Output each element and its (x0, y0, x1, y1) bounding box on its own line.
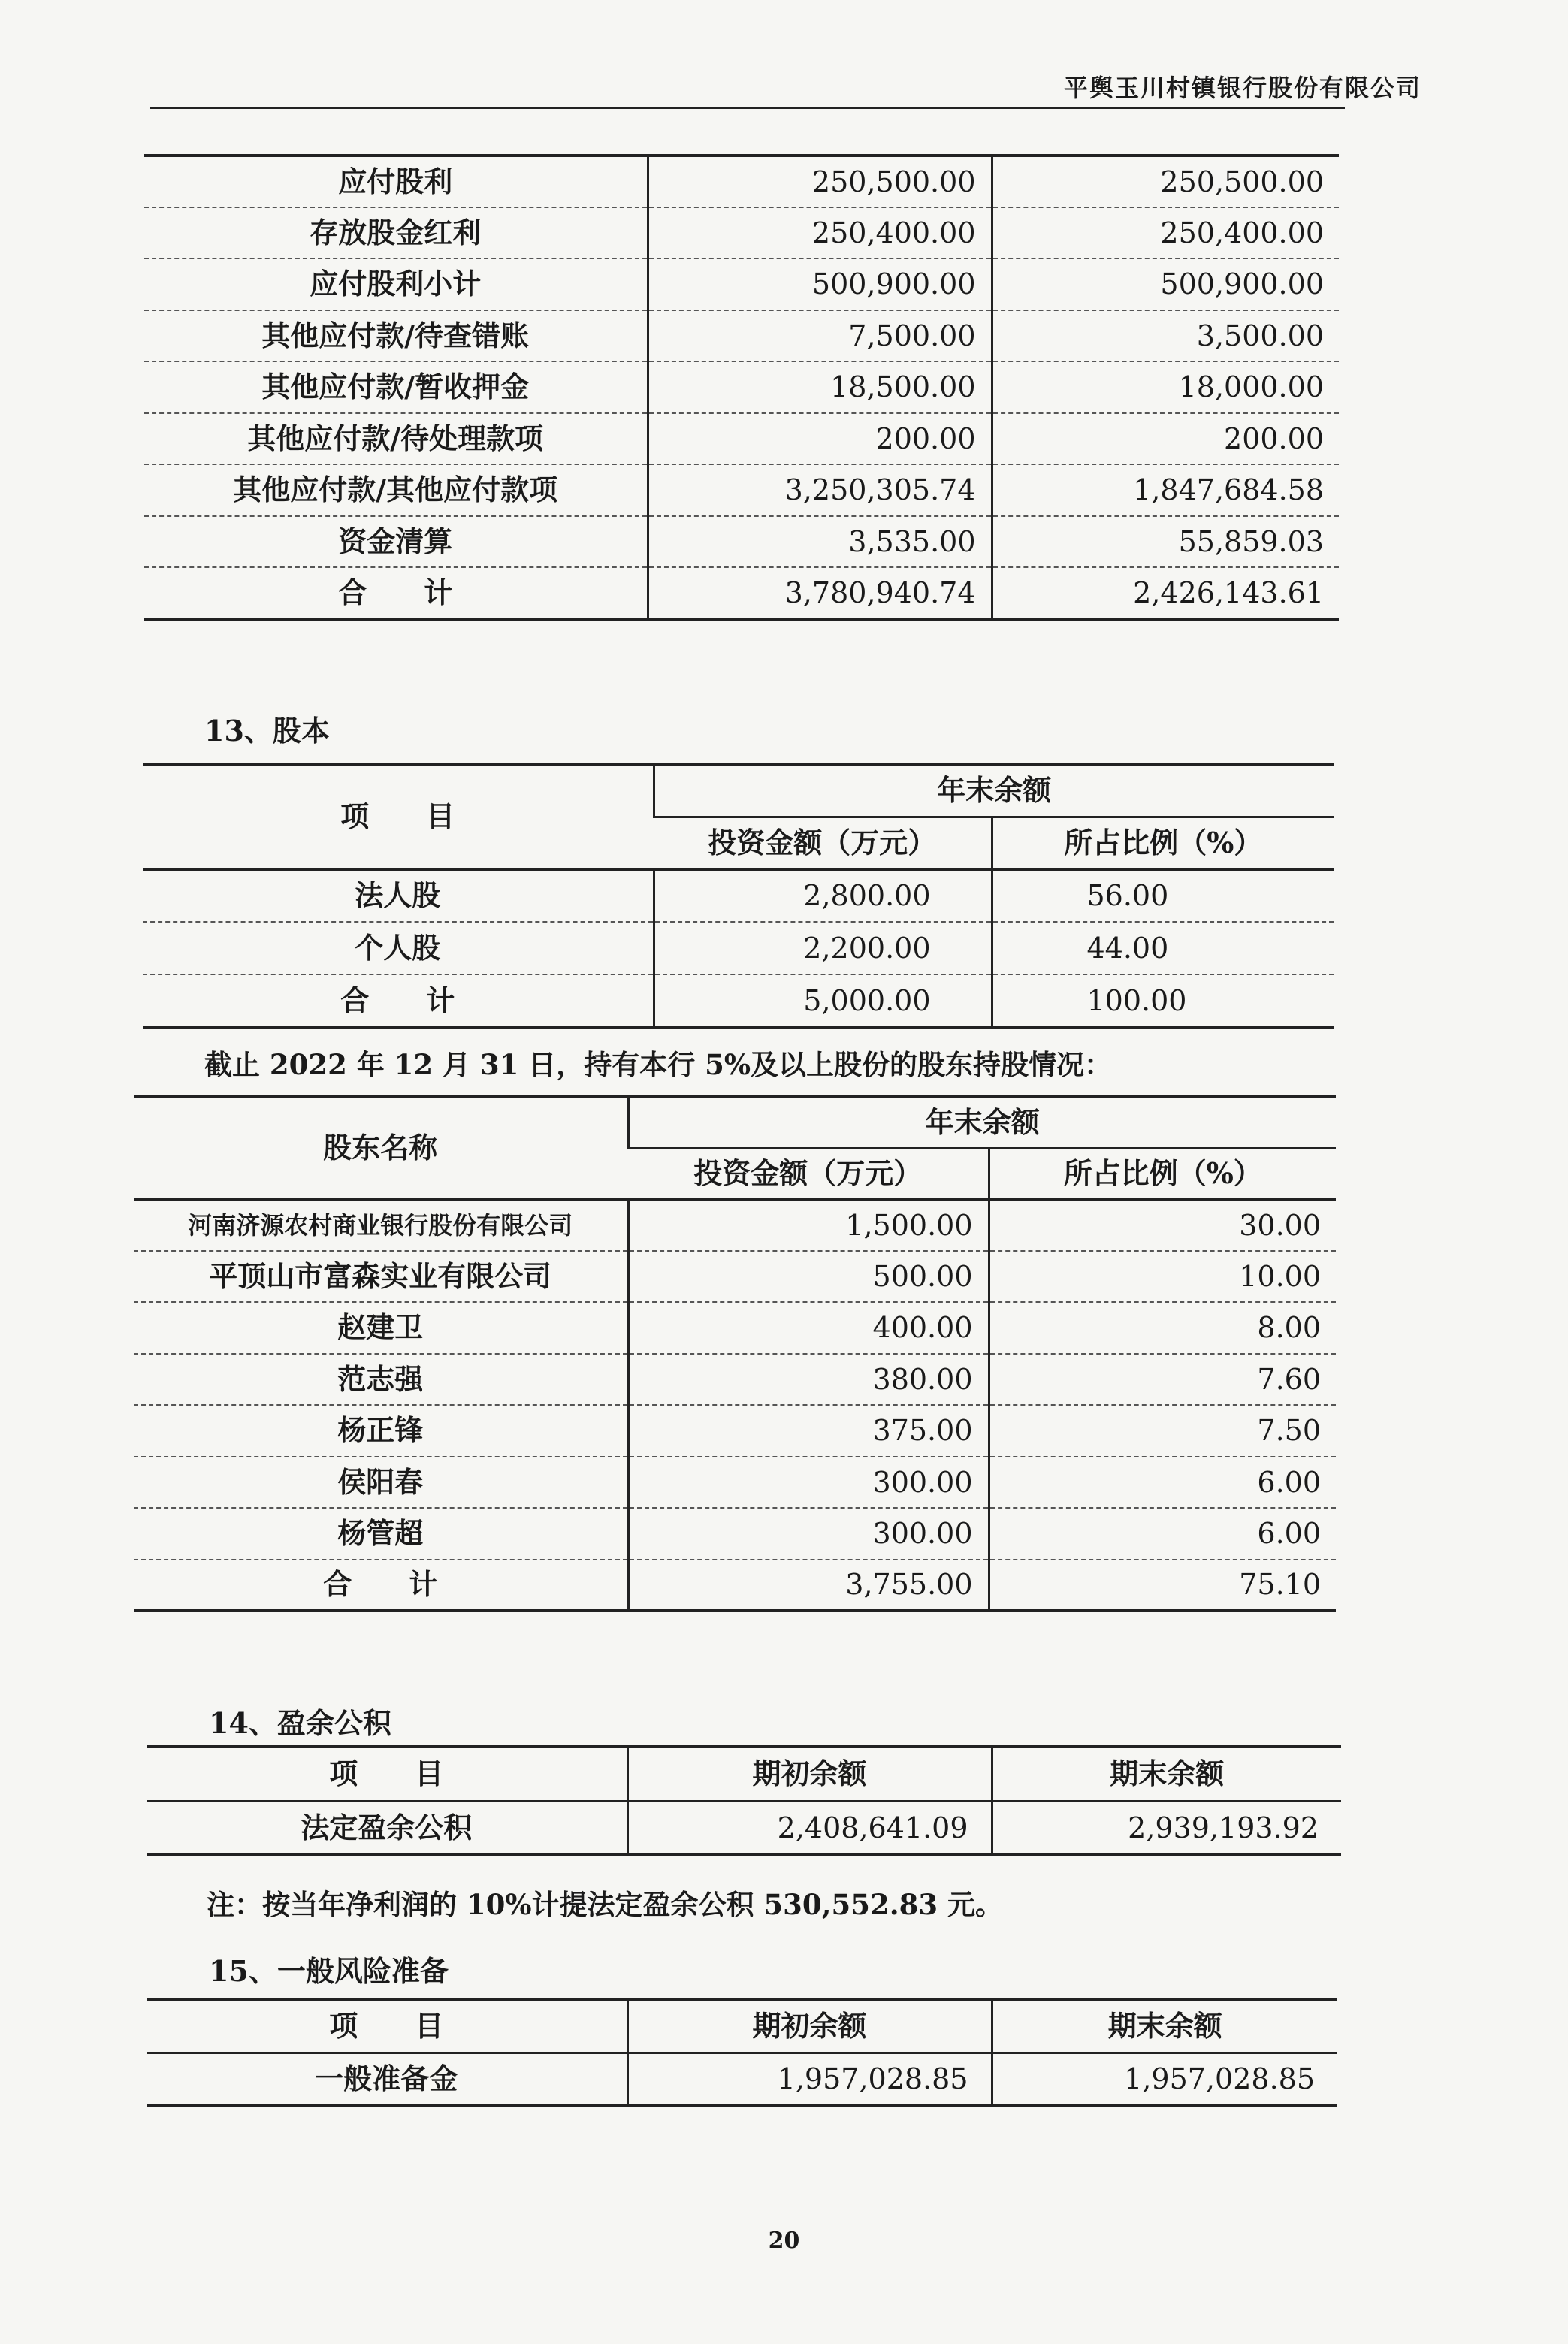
risk-row-opening: 1,957,028.85 (627, 2053, 992, 2105)
surplus-row-closing: 2,939,193.92 (992, 1801, 1341, 1855)
shareholder-ratio: 75.10 (989, 1560, 1336, 1612)
shareholder-amount: 375.00 (628, 1405, 989, 1457)
share-capital-item-header: 项 目 (143, 764, 654, 869)
company-header: 平舆玉川村镇银行股份有限公司 (1063, 74, 1421, 102)
share-row-amount: 5,000.00 (654, 974, 992, 1027)
shareholder-amount: 300.00 (628, 1508, 989, 1560)
shareholder-name: 合 计 (323, 1567, 438, 1602)
payable-row-closing: 250,400.00 (992, 207, 1339, 259)
table-row (144, 516, 1339, 568)
payable-row-opening: 200.00 (648, 413, 992, 465)
header-rule (150, 107, 1345, 109)
surplus-row-label: 法定盈余公积 (301, 1810, 473, 1844)
payable-row-closing: 18,000.00 (992, 361, 1339, 413)
payable-row-closing: 55,859.03 (992, 516, 1339, 568)
shareholder-ratio: 30.00 (989, 1199, 1336, 1251)
risk-closing-header: 期末余额 (992, 2000, 1337, 2053)
surplus-closing-header: 期末余额 (992, 1747, 1341, 1801)
share-row-label: 合 计 (340, 983, 455, 1017)
table-row (144, 464, 1339, 516)
payable-row-opening: 3,780,940.74 (648, 567, 992, 619)
shareholder-name: 赵建卫 (134, 1302, 628, 1354)
share-row-ratio: 44.00 (992, 922, 1334, 974)
table-row (144, 567, 1339, 619)
share-capital-table (143, 763, 1334, 1029)
share-row-amount: 2,200.00 (654, 922, 992, 974)
table-row (134, 1251, 1336, 1303)
payable-row-label: 存放股金红利 (144, 207, 648, 259)
payable-row-opening: 7,500.00 (648, 310, 992, 362)
shareholder-ratio: 10.00 (989, 1251, 1336, 1303)
payable-row-label: 合 计 (338, 575, 453, 609)
table-row (134, 1457, 1336, 1509)
share-row-ratio: 56.00 (992, 869, 1334, 922)
shareholder-note: 截止 2022 年 12 月 31 日，持有本行 5%及以上股份的股东持股情况： (204, 1048, 1113, 1081)
payable-row-label: 其他应付款/其他应付款项 (144, 464, 648, 516)
table-row (143, 922, 1334, 974)
table-row (144, 207, 1339, 259)
shareholder-amount: 380.00 (628, 1354, 989, 1406)
table-row (134, 1508, 1336, 1560)
payable-row-label: 应付股利小计 (144, 258, 648, 310)
shareholder-amount: 500.00 (628, 1251, 989, 1303)
risk-item-header: 项 目 (147, 2000, 627, 2053)
risk-reserve-table (147, 1998, 1337, 2107)
payable-row-label: 其他应付款/待查错账 (144, 310, 648, 362)
section15-title: 15、一般风险准备 (209, 1954, 449, 1988)
payable-row-closing: 200.00 (992, 413, 1339, 465)
table-row (144, 361, 1339, 413)
share-capital-group-header: 年末余额 (654, 764, 1334, 817)
shareholder-name: 杨正锋 (134, 1405, 628, 1457)
shareholder-ratio: 6.00 (989, 1457, 1336, 1509)
table-row (134, 1354, 1336, 1406)
shareholders-table (134, 1095, 1336, 1612)
share-capital-ratio-header: 所占比例（%） (992, 817, 1334, 869)
surplus-item-header: 项 目 (147, 1747, 627, 1801)
shareholder-name: 侯阳春 (134, 1457, 628, 1509)
section14-title: 14、盈余公积 (209, 1706, 391, 1740)
share-row-amount: 2,800.00 (654, 869, 992, 922)
payable-row-opening: 250,500.00 (648, 156, 992, 207)
surplus-reserve-table (147, 1745, 1341, 1856)
table-row (134, 1302, 1336, 1354)
risk-row-label: 一般准备金 (315, 2061, 458, 2095)
payable-row-closing: 1,847,684.58 (992, 464, 1339, 516)
shareholder-amount: 400.00 (628, 1302, 989, 1354)
shareholder-name: 平顶山市富森实业有限公司 (134, 1251, 628, 1303)
shareholder-name: 杨管超 (134, 1508, 628, 1560)
payable-row-opening: 500,900.00 (648, 258, 992, 310)
shareholder-ratio: 7.50 (989, 1405, 1336, 1457)
shareholder-amount: 300.00 (628, 1457, 989, 1509)
page-number: 20 (768, 2228, 800, 2254)
shareholder-name: 范志强 (134, 1354, 628, 1406)
payable-row-opening: 18,500.00 (648, 361, 992, 413)
payable-row-label: 资金清算 (144, 516, 648, 568)
payable-row-label: 应付股利 (144, 156, 648, 207)
shareholders-amount-header: 投资金额（万元） (628, 1148, 989, 1199)
table-row (134, 1560, 1336, 1612)
table-row (134, 1405, 1336, 1457)
payable-row-label: 其他应付款/待处理款项 (144, 413, 648, 465)
shareholder-ratio: 6.00 (989, 1508, 1336, 1560)
payable-row-closing: 2,426,143.61 (992, 567, 1339, 619)
payable-row-opening: 3,250,305.74 (648, 464, 992, 516)
shareholder-ratio: 8.00 (989, 1302, 1336, 1354)
table-row (144, 413, 1339, 465)
payable-row-closing: 500,900.00 (992, 258, 1339, 310)
table-row (144, 156, 1339, 207)
shareholder-amount: 1,500.00 (628, 1199, 989, 1251)
shareholders-ratio-header: 所占比例（%） (989, 1148, 1336, 1199)
shareholder-amount: 3,755.00 (628, 1560, 989, 1612)
payable-row-label: 其他应付款/暂收押金 (144, 361, 648, 413)
section13-title: 13、股本 (204, 714, 330, 748)
surplus-note: 注：按当年净利润的 10%计提法定盈余公积 530,552.83 元。 (207, 1888, 1004, 1921)
table-row (144, 310, 1339, 362)
share-row-label: 个人股 (143, 922, 654, 974)
shareholders-group-header: 年末余额 (628, 1097, 1336, 1148)
table-row (143, 869, 1334, 922)
payable-row-closing: 3,500.00 (992, 310, 1339, 362)
shareholders-name-header: 股东名称 (134, 1097, 628, 1199)
share-capital-amount-header: 投资金额（万元） (654, 817, 992, 869)
payable-row-opening: 250,400.00 (648, 207, 992, 259)
shareholder-ratio: 7.60 (989, 1354, 1336, 1406)
share-row-ratio: 100.00 (992, 974, 1334, 1027)
risk-opening-header: 期初余额 (627, 2000, 992, 2053)
shareholder-name: 河南济源农村商业银行股份有限公司 (134, 1199, 628, 1251)
payable-row-opening: 3,535.00 (648, 516, 992, 568)
table-row (143, 974, 1334, 1027)
surplus-row-opening: 2,408,641.09 (627, 1801, 992, 1855)
table-row (144, 258, 1339, 310)
payable-row-closing: 250,500.00 (992, 156, 1339, 207)
payable-table (144, 154, 1339, 621)
share-row-label: 法人股 (143, 869, 654, 922)
risk-row-closing: 1,957,028.85 (992, 2053, 1337, 2105)
surplus-opening-header: 期初余额 (627, 1747, 992, 1801)
table-row (134, 1199, 1336, 1251)
